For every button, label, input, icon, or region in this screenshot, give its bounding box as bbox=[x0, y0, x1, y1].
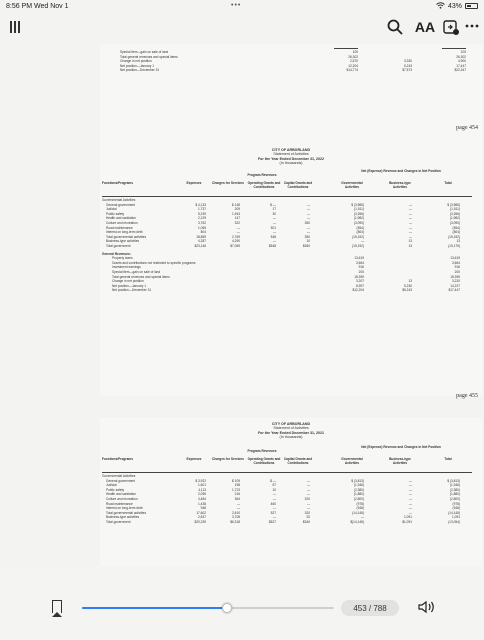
net-position-header: Net (Expense) Revenue and Changes in Net Position bbox=[361, 445, 441, 449]
row-value-op: $527 bbox=[268, 520, 276, 524]
row-label: Health and sanitation bbox=[106, 216, 136, 221]
row-value-tot: 13 bbox=[456, 239, 460, 244]
row-label: Interest on long-term debt bbox=[106, 230, 143, 235]
row-label: Interest on long-term debt bbox=[106, 506, 143, 511]
row-value-op: 501 bbox=[270, 225, 276, 230]
row-value-gov: 100 bbox=[352, 50, 358, 54]
search-icon[interactable] bbox=[386, 18, 404, 36]
row-label: Total government bbox=[106, 244, 131, 248]
row-value-tot: 3,220 bbox=[452, 279, 460, 284]
row-value-gov: (15,192) bbox=[352, 244, 364, 248]
row-value-gov: (1,511) bbox=[354, 207, 364, 212]
row-value-cap: 10 bbox=[306, 239, 310, 244]
row-value-exp: 1,737 bbox=[198, 207, 206, 212]
row-value-gov: $ (3,985) bbox=[351, 202, 364, 207]
row-value-biz: — bbox=[408, 230, 412, 235]
row-value-tot: 916 bbox=[454, 265, 460, 270]
row-value-gov: (804) bbox=[356, 230, 364, 235]
row-value-exp: 5,239 bbox=[198, 211, 206, 216]
row-value-biz: 5,243 bbox=[404, 63, 412, 68]
row-value-gov: 916 bbox=[358, 265, 364, 270]
row-value-op: 548 bbox=[270, 234, 276, 239]
row-value-tot: (554) bbox=[452, 225, 460, 230]
row-value-gov: 18,399 bbox=[354, 274, 364, 279]
table-row bbox=[100, 244, 482, 249]
row-value-cap: — bbox=[306, 216, 310, 221]
row-value-cap: — bbox=[306, 487, 310, 492]
row-value-cap: — bbox=[306, 211, 310, 216]
row-label: Property taxes bbox=[112, 256, 133, 261]
row-value-op: — bbox=[272, 216, 276, 221]
row-value-exp: 2,096 bbox=[198, 492, 206, 497]
row-value-biz: — bbox=[408, 510, 412, 515]
row-value-biz: 13 bbox=[408, 239, 412, 244]
row-value-chg: 1,723 bbox=[232, 487, 240, 492]
row-value-gov: 8,997 bbox=[356, 283, 364, 288]
table-row bbox=[100, 288, 482, 293]
row-value-exp: 2,637 bbox=[198, 515, 206, 520]
statement-title-2021: CITY OF ARBORLAND Statement of Activities For the Year Ended December 31, 2021 (In thousands) bbox=[257, 422, 325, 440]
row-value-chg: — bbox=[236, 230, 240, 235]
program-revenues-header: Program Revenues bbox=[247, 449, 277, 453]
row-value-gov: 13,619 bbox=[354, 256, 364, 261]
status-bar bbox=[0, 0, 484, 12]
page-2021 bbox=[100, 393, 482, 566]
row-value-chg: 3,708 bbox=[232, 515, 240, 520]
row-label: Special item—gain on sale of land bbox=[112, 270, 161, 274]
row-value-chg: 216 bbox=[234, 492, 240, 497]
row-value-chg: — bbox=[236, 501, 240, 506]
row-value-gov: (3,266) bbox=[353, 211, 364, 216]
row-value-biz: — bbox=[408, 207, 412, 212]
audio-icon[interactable] bbox=[418, 600, 436, 616]
row-value-biz: — bbox=[408, 225, 412, 230]
row-value-tot: (15,192) bbox=[448, 234, 460, 239]
row-value-cap: — bbox=[306, 202, 310, 207]
column-header: Expenses bbox=[186, 457, 202, 461]
table-row bbox=[100, 520, 482, 525]
row-value-exp: 3,762 bbox=[198, 221, 206, 225]
row-value-cap: $340 bbox=[302, 520, 310, 524]
row-label: Road maintenance bbox=[106, 501, 133, 506]
bookmark-icon[interactable] bbox=[52, 600, 62, 613]
row-value-biz: — bbox=[408, 497, 412, 501]
wifi-icon bbox=[436, 2, 445, 11]
row-value-exp: 948 bbox=[200, 506, 206, 511]
row-value-chg: 147 bbox=[234, 216, 240, 221]
row-value-tot: (1,982) bbox=[449, 216, 460, 221]
row-value-chg: 198 bbox=[234, 483, 240, 488]
row-value-cap: 350 bbox=[304, 234, 310, 239]
battery-icon bbox=[465, 3, 478, 9]
row-value-biz: $5,243 bbox=[402, 288, 412, 293]
row-value-tot: (948) bbox=[452, 506, 460, 511]
row-value-gov: (978) bbox=[356, 501, 364, 506]
row-value-tot: (3,266) bbox=[449, 211, 460, 216]
row-value-chg: 4,290 bbox=[232, 239, 240, 244]
row-label: Net position—January 1 bbox=[120, 63, 155, 68]
row-value-exp: 1,438 bbox=[198, 501, 206, 506]
row-value-biz: 1,091 bbox=[404, 515, 412, 520]
row-value-biz: — bbox=[408, 478, 412, 483]
row-label: Special item—gain on sale of land bbox=[120, 50, 169, 54]
row-value-gov: 2,570 bbox=[350, 59, 358, 64]
page-number-455: page 455 bbox=[456, 393, 478, 399]
program-revenues-header: Program Revenues bbox=[247, 173, 277, 177]
row-value-op: 17 bbox=[272, 207, 276, 212]
page-scrubber[interactable] bbox=[82, 607, 334, 609]
row-value-exp: 1,055 bbox=[198, 225, 206, 230]
row-value-exp: 3,484 bbox=[198, 497, 206, 501]
row-value-op: — bbox=[272, 221, 276, 225]
row-value-tot: $17,447 bbox=[448, 288, 460, 293]
row-value-tot: (2,800) bbox=[449, 497, 460, 501]
row-value-tot: $ (3,985) bbox=[447, 202, 460, 207]
row-label: Net position—December 31 bbox=[120, 68, 160, 73]
row-value-gov: — bbox=[360, 239, 364, 244]
row-value-total: 26,302 bbox=[456, 54, 466, 59]
row-label: General government bbox=[106, 202, 136, 207]
row-value-op: — bbox=[272, 506, 276, 511]
row-value-chg: $6,318 bbox=[230, 520, 240, 524]
column-header: Capital Grants and Contributions bbox=[283, 181, 313, 189]
row-label: Total governmental activities bbox=[106, 234, 147, 239]
row-value-cap: — bbox=[306, 230, 310, 235]
row-value-biz: — bbox=[408, 221, 412, 225]
menu-icon[interactable] bbox=[8, 18, 22, 36]
row-value-biz: 13 bbox=[408, 244, 412, 248]
row-value-biz: — bbox=[408, 492, 412, 497]
row-value-gov: (15,192) bbox=[352, 234, 364, 239]
table-row bbox=[100, 68, 482, 73]
row-value-exp: $ 4,133 bbox=[195, 202, 206, 207]
row-value-total: 4,900 bbox=[458, 59, 466, 64]
row-label: Culture and recreation bbox=[106, 221, 138, 225]
row-label: Public safety bbox=[106, 211, 125, 216]
row-value-op: 57 bbox=[272, 483, 276, 488]
row-value-biz: — bbox=[408, 216, 412, 221]
row-value-op: — bbox=[272, 492, 276, 497]
row-value-tot: 14,227 bbox=[450, 283, 460, 288]
row-value-exp: 804 bbox=[200, 230, 206, 235]
column-header: Business-type Activities bbox=[389, 181, 411, 189]
row-label: Total government bbox=[106, 520, 131, 524]
row-value-tot: 3,664 bbox=[452, 260, 460, 265]
net-position-header: Net (Expense) Revenue and Changes in Net Position bbox=[361, 169, 441, 173]
row-value-gov: 3,207 bbox=[356, 279, 364, 284]
row-value-biz: $7,573 bbox=[402, 68, 412, 73]
row-value-biz: 3,330 bbox=[404, 59, 412, 64]
row-value-biz: 5,230 bbox=[404, 283, 412, 288]
row-label: Total general revenues and special items bbox=[120, 54, 178, 59]
row-value-op: — bbox=[272, 239, 276, 244]
column-header: Functions/Programs bbox=[102, 457, 133, 461]
row-value-op: $548 bbox=[268, 244, 276, 248]
row-value-chg: 364 bbox=[234, 497, 240, 501]
row-value-exp: 4,113 bbox=[198, 487, 206, 492]
reader-toolbar bbox=[0, 12, 484, 44]
row-value-cap: — bbox=[306, 501, 310, 506]
row-value-gov: (3,090) bbox=[353, 221, 364, 225]
row-value-exp: $ 3,922 bbox=[195, 478, 206, 483]
row-value-chg: $ 148 bbox=[232, 202, 240, 207]
row-value-tot: 18,399 bbox=[450, 274, 460, 279]
row-value-tot: $ (3,813) bbox=[447, 478, 460, 483]
row-label: Business-type activities bbox=[106, 515, 140, 520]
bottom-bar bbox=[0, 566, 484, 640]
row-value-exp: $20,239 bbox=[194, 520, 206, 524]
row-value-total: 17,447 bbox=[456, 63, 466, 68]
statement-title-2022: CITY OF ARBORLAND Statement of Activities For the Year Ended December 31, 2022 (In thousands) bbox=[257, 148, 325, 166]
status-time-date: 8:56 PM Wed Nov 1 bbox=[6, 2, 69, 10]
row-value-tot: 200 bbox=[454, 270, 460, 274]
row-value-tot: (1,511) bbox=[450, 207, 460, 212]
row-value-cap: — bbox=[306, 207, 310, 212]
row-value-gov: (1,880) bbox=[353, 492, 364, 497]
header-rule bbox=[102, 196, 472, 197]
row-value-gov: 200 bbox=[358, 270, 364, 274]
row-value-exp: 1,601 bbox=[198, 483, 206, 488]
row-value-op: $ — bbox=[270, 478, 276, 483]
row-value-exp: 17,602 bbox=[196, 510, 206, 515]
row-value-op: — bbox=[272, 230, 276, 235]
status-right bbox=[436, 2, 478, 11]
page-2022 bbox=[100, 125, 482, 399]
row-value-chg: 322 bbox=[234, 221, 240, 225]
row-label: Road maintenance bbox=[106, 225, 133, 230]
row-label: Governmental Activities bbox=[102, 198, 136, 202]
row-value-tot: 13,619 bbox=[450, 256, 460, 261]
row-value-biz: — bbox=[408, 487, 412, 492]
row-value-cap: — bbox=[306, 492, 310, 497]
row-value-tot: (3,090) bbox=[449, 221, 460, 225]
row-label: Net position—January 1 bbox=[112, 283, 147, 288]
row-value-tot: (804) bbox=[452, 230, 460, 235]
row-value-total: 100 bbox=[460, 50, 466, 54]
column-header: Business-type Activities bbox=[389, 457, 411, 465]
scrubber-fill bbox=[82, 607, 227, 609]
row-value-biz: — bbox=[408, 202, 412, 207]
row-value-cap: $360 bbox=[302, 244, 310, 248]
row-value-op: — bbox=[272, 515, 276, 520]
share-icon[interactable] bbox=[443, 18, 459, 36]
row-label: Total governmental activities bbox=[106, 510, 147, 515]
page-indicator[interactable]: 453 / 788 bbox=[341, 600, 399, 616]
row-value-chg: 1,943 bbox=[232, 211, 240, 216]
row-value-cap: — bbox=[306, 478, 310, 483]
row-value-gov: (1,346) bbox=[353, 483, 364, 488]
row-value-exp: 2,129 bbox=[198, 216, 206, 221]
row-value-exp: 18,859 bbox=[196, 234, 206, 239]
column-header: Operating Grants and Contributions bbox=[247, 181, 281, 189]
row-value-gov: — bbox=[360, 515, 364, 520]
row-value-tot: (978) bbox=[452, 501, 460, 506]
row-value-gov: 12,204 bbox=[348, 63, 358, 68]
row-value-gov: $(14,145) bbox=[350, 520, 364, 524]
row-value-op: 460 bbox=[270, 501, 276, 506]
row-value-op: 30 bbox=[272, 211, 276, 216]
row-value-tot: (1,346) bbox=[449, 483, 460, 488]
row-value-biz: 13 bbox=[408, 279, 412, 284]
more-icon[interactable] bbox=[464, 17, 480, 35]
column-header: Charges for Services bbox=[212, 457, 244, 461]
multitask-dots[interactable]: ••• bbox=[231, 2, 242, 9]
column-header: Governmental Activities bbox=[341, 181, 363, 189]
row-value-gov: $ (3,813) bbox=[351, 478, 364, 483]
column-header: Total bbox=[444, 457, 452, 461]
row-value-gov: $12,204 bbox=[352, 288, 364, 293]
row-value-biz: — bbox=[408, 501, 412, 506]
row-value-exp: 4,287 bbox=[198, 239, 206, 244]
page-fragment-top bbox=[100, 44, 482, 130]
row-value-chg: 209 bbox=[234, 207, 240, 212]
column-header: Operating Grants and Contributions bbox=[247, 457, 281, 465]
column-header: Governmental Activities bbox=[341, 457, 363, 465]
column-header: Total bbox=[444, 181, 452, 185]
row-label: General Revenues: bbox=[102, 251, 131, 256]
rule bbox=[442, 48, 466, 49]
row-value-cap: 350 bbox=[304, 221, 310, 225]
row-value-tot: (1,880) bbox=[449, 492, 460, 497]
row-label: Public safety bbox=[106, 487, 125, 492]
row-value-gov: (14,145) bbox=[352, 510, 364, 515]
row-label: Judicial bbox=[106, 483, 117, 488]
row-value-exp: $23,146 bbox=[194, 244, 206, 248]
row-label: Health and sanitation bbox=[106, 492, 136, 497]
row-label: Business-type activities bbox=[106, 239, 140, 244]
row-value-tot: (15,179) bbox=[448, 244, 460, 248]
row-label: Culture and recreation bbox=[106, 497, 138, 501]
rule bbox=[334, 48, 358, 49]
column-header: Functions/Programs bbox=[102, 181, 133, 185]
row-value-biz: $1,091 bbox=[402, 520, 412, 524]
row-label: Governmental Activities bbox=[102, 474, 136, 478]
row-value-gov: $14,774 bbox=[346, 68, 358, 73]
row-value-total: $22,347 bbox=[454, 68, 466, 73]
page-number-454: page 454 bbox=[456, 125, 478, 131]
row-value-biz: — bbox=[408, 506, 412, 511]
row-value-gov: (554) bbox=[356, 225, 364, 230]
row-label: Change in net position bbox=[112, 279, 144, 284]
row-value-op: — bbox=[272, 497, 276, 501]
fontsize-icon[interactable]: AA bbox=[414, 19, 436, 35]
row-value-cap: — bbox=[306, 506, 310, 511]
row-label: General government bbox=[106, 478, 136, 483]
row-value-tot: 1,091 bbox=[452, 515, 460, 520]
row-value-gov: (948) bbox=[356, 506, 364, 511]
row-label: Grants and contributions not restricted to specific programs bbox=[112, 260, 196, 265]
row-value-cap: 320 bbox=[304, 497, 310, 501]
scrubber-thumb[interactable] bbox=[222, 603, 232, 613]
row-label: Judicial bbox=[106, 207, 117, 212]
row-value-gov: (2,380) bbox=[353, 487, 364, 492]
row-value-tot: (2,380) bbox=[449, 487, 460, 492]
row-value-chg: $ 109 bbox=[232, 478, 240, 483]
row-value-op: $ — bbox=[270, 202, 276, 207]
row-label: Net position—December 31 bbox=[112, 288, 152, 293]
row-label: Investment earnings bbox=[112, 265, 141, 270]
row-label: Change in net position bbox=[120, 59, 152, 64]
row-value-chg: 2,769 bbox=[232, 234, 240, 239]
row-value-chg: $7,059 bbox=[230, 244, 240, 248]
row-value-gov: 3,664 bbox=[356, 260, 364, 265]
row-value-gov: (2,800) bbox=[353, 497, 364, 501]
header-rule bbox=[102, 472, 472, 473]
row-value-gov: 26,302 bbox=[348, 54, 358, 59]
row-value-biz: — bbox=[408, 234, 412, 239]
column-header: Capital Grants and Contributions bbox=[283, 457, 313, 465]
row-value-cap: — bbox=[306, 225, 310, 230]
row-value-biz: — bbox=[408, 483, 412, 488]
row-label: Total general revenues and special items bbox=[112, 274, 170, 279]
row-value-biz: — bbox=[408, 211, 412, 216]
column-header: Charges for Services bbox=[212, 181, 244, 185]
row-value-tot: (13,054) bbox=[448, 520, 460, 524]
row-value-op: 10 bbox=[272, 487, 276, 492]
row-value-tot: (14,145) bbox=[448, 510, 460, 515]
row-value-chg: — bbox=[236, 225, 240, 230]
row-value-gov: (1,982) bbox=[353, 216, 364, 221]
column-header: Expenses bbox=[186, 181, 202, 185]
row-value-chg: — bbox=[236, 506, 240, 511]
row-value-cap: 320 bbox=[304, 510, 310, 515]
battery-percent: 43% bbox=[447, 2, 462, 10]
row-value-cap: — bbox=[306, 483, 310, 488]
row-value-cap: 20 bbox=[306, 515, 310, 520]
row-value-op: 527 bbox=[270, 510, 276, 515]
row-value-chg: 2,610 bbox=[232, 510, 240, 515]
